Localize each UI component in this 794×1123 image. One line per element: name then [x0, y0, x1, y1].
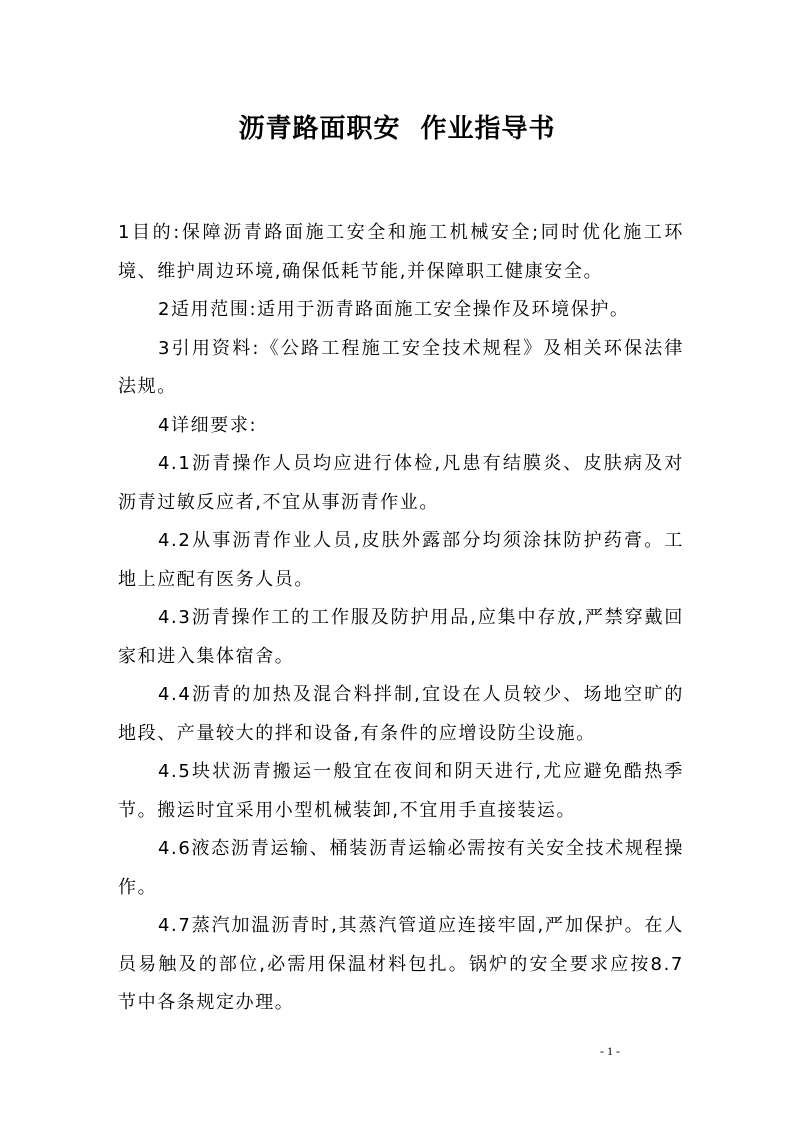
paragraph-scope: 2适用范围:适用于沥青路面施工安全操作及环境保护。: [158, 299, 630, 320]
paragraph-requirements-heading: 4详细要求:: [158, 414, 258, 436]
paragraph-4-4: 4.4沥青的加热及混合料拌制,宜设在人员较少、场地空旷的地段、产量较大的拌和设备,有条件的应增设防尘设施。: [118, 684, 684, 744]
paragraph-4-7: 4.7蒸汽加温沥青时,其蒸汽管道应连接牢固,严加保护。在人员易触及的部位,必需用保温材料包扎。锅炉的安全要求应按8.7节中各条规定办理。: [118, 915, 684, 1013]
paragraph-purpose: 1目的:保障沥青路面施工安全和施工机械安全;同时优化施工环境、维护周边环境,确保低耗节能,并保障职工健康安全。: [118, 222, 684, 282]
document-title: 沥青路面职安 作业指导书: [238, 114, 556, 144]
paragraph-references: 3引用资料:《公路工程施工安全技术规程》及相关环保法律法规。: [118, 337, 684, 397]
paragraph-4-6: 4.6液态沥青运输、桶装沥青运输必需按有关安全技术规程操作。: [118, 838, 684, 898]
paragraph-4-3: 4.3沥青操作工的工作服及防护用品,应集中存放,严禁穿戴回家和进入集体宿舍。: [118, 607, 684, 667]
document-body: [118, 214, 684, 1023]
paragraph-4-5: 4.5块状沥青搬运一般宜在夜间和阴天进行,尤应避免酷热季节。搬运时宜采用小型机械装卸,不宜用手直接装运。: [118, 761, 684, 821]
paragraph-4-2: 4.2从事沥青作业人员,皮肤外露部分均须涂抹防护药膏。工地上应配有医务人员。: [118, 530, 684, 590]
paragraph-4-1: 4.1沥青操作人员均应进行体检,凡患有结膜炎、皮肤病及对沥青过敏反应者,不宜从事沥青作业。: [118, 453, 684, 513]
page-number: - 1 -: [600, 1044, 620, 1058]
